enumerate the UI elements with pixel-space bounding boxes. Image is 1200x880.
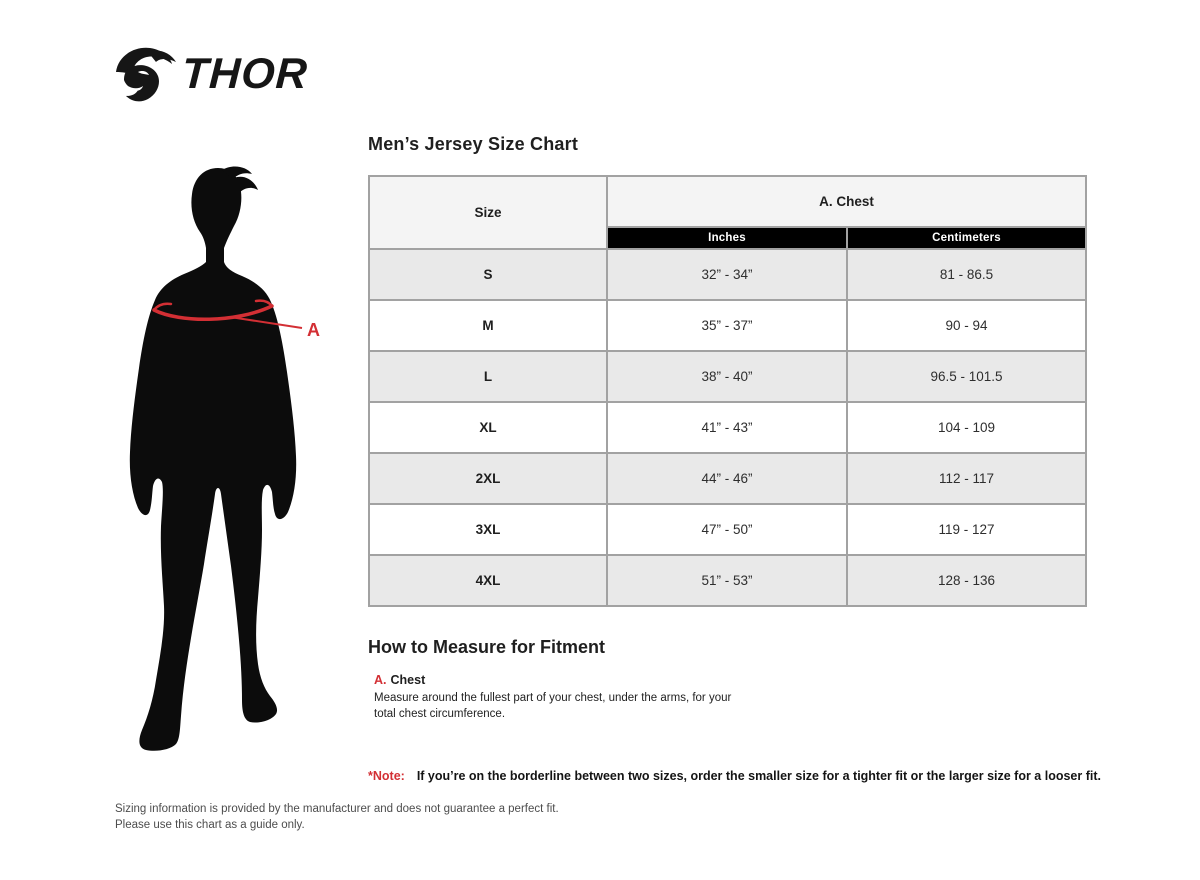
centimeters-value: 81 - 86.5 — [847, 249, 1086, 300]
column-header-inches: Inches — [607, 227, 847, 249]
disclaimer-line-2: Please use this chart as a guide only. — [115, 819, 305, 831]
size-chart-title: Men’s Jersey Size Chart — [368, 134, 579, 154]
column-header-size: Size — [369, 176, 607, 249]
measure-item-chest — [374, 673, 734, 722]
disclaimer-line-1: Sizing information is provided by the manufacturer and does not guarantee a perfect fit. — [115, 803, 559, 815]
table-row — [369, 555, 1086, 606]
centimeters-value: 90 - 94 — [847, 300, 1086, 351]
table-row — [369, 453, 1086, 504]
centimeters-value: 104 - 109 — [847, 402, 1086, 453]
measure-section-title: How to Measure for Fitment — [368, 637, 606, 657]
brand-logo — [112, 42, 308, 106]
measure-item-name: Chest — [390, 673, 426, 687]
table-row — [369, 402, 1086, 453]
disclaimer — [115, 801, 559, 833]
inches-value: 51” - 53” — [607, 555, 847, 606]
sizing-note — [368, 769, 1101, 783]
column-header-centimeters: Centimeters — [847, 227, 1086, 249]
inches-value: 47” - 50” — [607, 504, 847, 555]
centimeters-value: 96.5 - 101.5 — [847, 351, 1086, 402]
centimeters-value: 112 - 117 — [847, 453, 1086, 504]
thor-wordmark: THOR — [180, 50, 310, 98]
table-row — [369, 351, 1086, 402]
thor-goat-icon — [112, 42, 180, 106]
note-text: If you’re on the borderline between two sizes, order the smaller size for a tighter fit or the larger size for a looser fit. — [416, 769, 1101, 783]
size-label: S — [369, 249, 607, 300]
measure-item-description: Measure around the fullest part of your chest, under the arms, for your total chest circumference. — [374, 692, 732, 720]
size-label: 4XL — [369, 555, 607, 606]
inches-value: 38” - 40” — [607, 351, 847, 402]
measure-item-letter: A. — [374, 673, 387, 687]
note-label: *Note: — [368, 769, 405, 783]
inches-value: 35” - 37” — [607, 300, 847, 351]
centimeters-value: 119 - 127 — [847, 504, 1086, 555]
table-row — [369, 249, 1086, 300]
size-label: 3XL — [369, 504, 607, 555]
size-chart-table — [368, 175, 1087, 607]
size-label: 2XL — [369, 453, 607, 504]
measurement-figure — [118, 164, 328, 766]
size-label: XL — [369, 402, 607, 453]
chest-label-a: A — [307, 320, 320, 340]
inches-value: 41” - 43” — [607, 402, 847, 453]
body-silhouette-figure — [118, 164, 328, 766]
column-header-chest-group: A. Chest — [607, 176, 1086, 227]
centimeters-value: 128 - 136 — [847, 555, 1086, 606]
size-label: L — [369, 351, 607, 402]
table-row — [369, 300, 1086, 351]
table-row — [369, 504, 1086, 555]
measure-item-heading — [374, 673, 734, 687]
inches-value: 32” - 34” — [607, 249, 847, 300]
size-label: M — [369, 300, 607, 351]
silhouette-body-shape — [130, 168, 296, 751]
inches-value: 44” - 46” — [607, 453, 847, 504]
